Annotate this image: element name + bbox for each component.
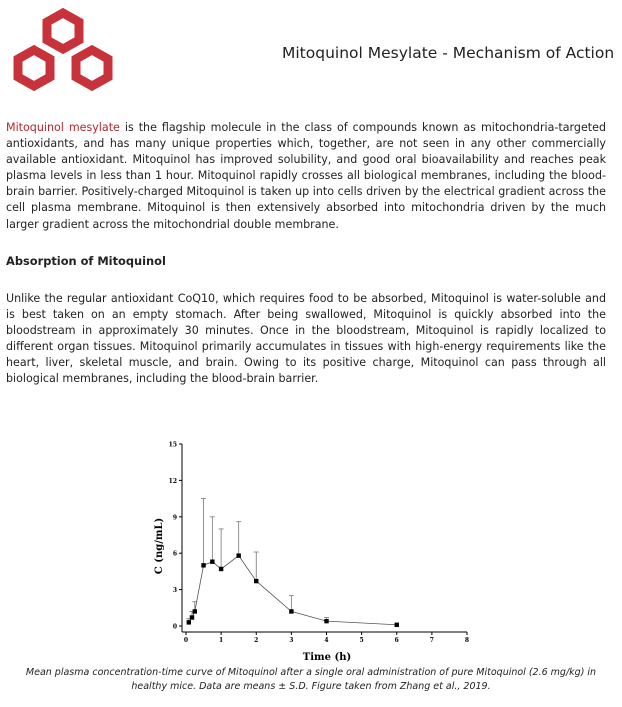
figure-caption xyxy=(10,666,612,694)
x-tick-label: 6 xyxy=(394,637,399,644)
series-line xyxy=(189,556,397,625)
logo-hexagon-top xyxy=(47,13,79,49)
caption-line-2: healthy mice. Data are means ± S.D. Figure taken from Zhang et al., 2019. xyxy=(131,681,491,692)
x-tick-label: 7 xyxy=(429,637,434,644)
page-title: Mitoquinol Mesylate - Mechanism of Action xyxy=(282,44,615,62)
data-point xyxy=(395,623,399,627)
data-point xyxy=(201,563,205,567)
chart-axes xyxy=(169,442,469,645)
x-axis-label: Time (h) xyxy=(302,652,352,663)
y-tick-label: 3 xyxy=(172,587,177,595)
chart-marks xyxy=(186,499,399,627)
y-tick-label: 6 xyxy=(172,550,177,558)
x-tick-label: 8 xyxy=(464,637,470,644)
logo-hexagon-right xyxy=(76,50,108,86)
data-point xyxy=(254,579,258,583)
data-point xyxy=(219,567,223,571)
intro-paragraph xyxy=(6,120,606,233)
logo-hexagon-left xyxy=(18,50,50,86)
caption-line-1: Mean plasma concentration-time curve of Mitoquinol after a single oral administration of pure Mitoquinol (2.6 mg/kg) in xyxy=(25,667,597,678)
data-point xyxy=(193,609,197,613)
x-tick-label: 1 xyxy=(219,637,224,644)
x-tick-label: 0 xyxy=(183,637,189,644)
concentration-time-chart xyxy=(140,436,480,666)
x-tick-label: 5 xyxy=(359,637,364,644)
product-link[interactable]: Mitoquinol mesylate xyxy=(6,121,120,134)
y-axis-label: C (ng/mL) xyxy=(154,517,165,575)
company-logo xyxy=(8,8,118,93)
y-tick-label: 9 xyxy=(172,514,177,522)
x-tick-label: 4 xyxy=(324,637,329,644)
data-point xyxy=(190,615,194,619)
data-point xyxy=(324,619,328,623)
x-tick-label: 2 xyxy=(254,637,259,644)
data-point xyxy=(187,620,191,624)
data-point xyxy=(289,609,293,613)
y-tick-label: 0 xyxy=(172,623,177,631)
y-tick-label: 12 xyxy=(168,477,177,485)
x-tick-label: 3 xyxy=(289,637,294,644)
intro-text: is the flagship molecule in the class of compounds known as mitochondria-targeted antioxidants, and has many unique properties which, together, are not seen in any other commercially available antioxidant. Mitoquinol has improved solubility, and good oral bioavailability and reaches peak plasma levels in less than 1 hour. Mitoquinol rapidly crosses all biological membranes, including the blood-brain barrier. Positively-charged Mitoquinol is taken up into cells driven by the electrical gradient across the cell plasma membrane. Mitoquinol is then extensively absorbed into mitochondria driven by the much larger gradient across the mitochondrial double membrane. xyxy=(6,121,606,231)
absorption-paragraph: Unlike the regular antioxidant CoQ10, which requires food to be absorbed, Mitoquinol is water-soluble and is best taken on an empty stomach. After being swallowed, Mitoquinol is quickly absorbed into the bloodstream in approximately 30 minutes. Once in the bloodstream, Mitoquinol is rapidly localized to different organ tissues. Mitoquinol primarily accumulates in tissues with high-energy requirements like the heart, liver, skeletal muscle, and brain. Owing to its positive charge, Mitoquinol can pass through all biological membranes, including the blood-brain barrier. xyxy=(6,292,606,386)
data-point xyxy=(236,553,240,557)
y-tick-label: 15 xyxy=(168,441,177,449)
data-point xyxy=(210,559,214,563)
section-heading-absorption: Absorption of Mitoquinol xyxy=(6,254,166,268)
